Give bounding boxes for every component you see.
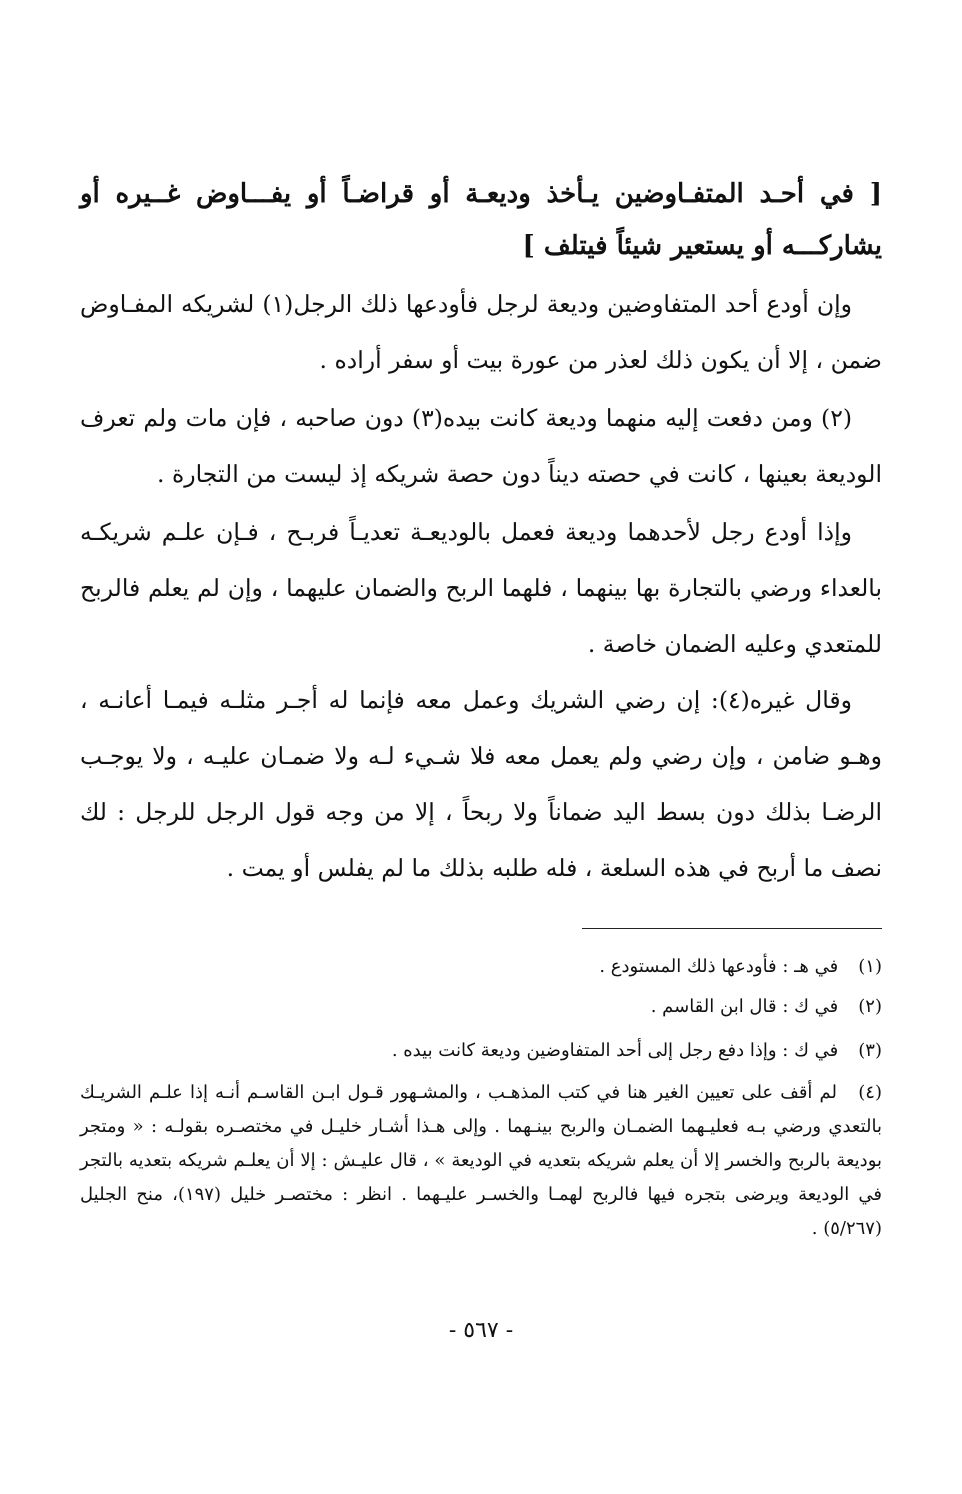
body-paragraph: (٢) ومن دفعت إليه منهما وديعة كانت بيده(٣) دون صاحبه ، فإن مات ولم تعرف الوديعة بعينها ، كانت في حصته ديناً دون حصة شريكه إذ ليست من التجارة . (80, 404, 882, 488)
footnote-text: في ك : وإذا دفع رجل إلى أحد المتفاوضين وديعة كانت بيده . (391, 1040, 839, 1061)
page-number: - ٥٦٧ - (448, 1318, 514, 1343)
footnote (80, 990, 882, 1024)
footnote-text: في ك : قال ابن القاسم . (650, 996, 839, 1017)
body-paragraph: وإن أودع أحد المتفاوضين وديعة لرجل فأودعها ذلك الرجل(١) لشريكه المفـاوض ضمن ، إلا أن يكون ذلك لعذر من عورة بيت أو سفر أراده . (80, 290, 882, 374)
footnote-separator (582, 928, 882, 929)
footnote-number: (٤) (858, 1082, 882, 1103)
section-heading: [ في أحـد المتفـاوضين يـأخذ وديعـة أو قراضـاً أو يفـــاوض غــيره أو يشاركـــه أو يستعير شيئاً فيتلف ] (80, 179, 882, 261)
footnote (80, 1034, 882, 1068)
footnote-number: (١) (858, 956, 882, 977)
footnote (80, 950, 882, 984)
body-paragraph: وإذا أودع رجل لأحدهما وديعة فعمل بالوديعـة تعديـاً فربـح ، فـإن علـم شريكـه بالعداء ورضي بالتجارة بها بينهما ، فلهما الربح والضمان عليهما ، وإن لم يعلم فالربح للمتعدي وعليه الضمان خاصة . (80, 518, 882, 658)
footnote-number: (٢) (858, 996, 882, 1017)
footnote-text: في هـ : فأودعها ذلك المستودع . (599, 956, 839, 977)
body-paragraph: وقال غيره(٤): إن رضي الشريك وعمل معه فإنما له أجـر مثلـه فيمـا أعانـه ، وهـو ضامن ، وإن رضي ولم يعمل معه فلا شـيء لـه ولا ضمـان عليـه ، ولا يوجـب الرضـا بذلك دون بسط اليد ضماناً ولا ربحاً ، إلا من وجه قول الرجل للرجل : لك نصف ما أربح في هذه السلعة ، فله طلبه بذلك ما لم يفلس أو يمت . (80, 686, 882, 882)
footnote-number: (٣) (858, 1040, 882, 1061)
footnote (80, 1076, 882, 1246)
footnote-text: لم أقف على تعيين الغير هنا في كتب المذهـب ، والمشـهور قـول ابـن القاسـم أنـه إذا علـم الشريـك بالتعدي ورضي بـه فعليـهما الضمـان والربح بينـهما . وإلى هـذا أشـار خليـل في مختصـره بقولـه : « ومتجر بوديعة بالربح والخسر إلا أن يعلم شريكه بتعديه في الوديعة » ، قال عليـش : إلا أن يعلـم شريكه بتعديه بالتجر في الوديعة ويرضى بتجره فيها فالربح لهمـا والخسـر عليـهما . انظر : مختصـر خليل (١٩٧)، منح الجليل (٥/٢٦٧) . (80, 1082, 882, 1239)
